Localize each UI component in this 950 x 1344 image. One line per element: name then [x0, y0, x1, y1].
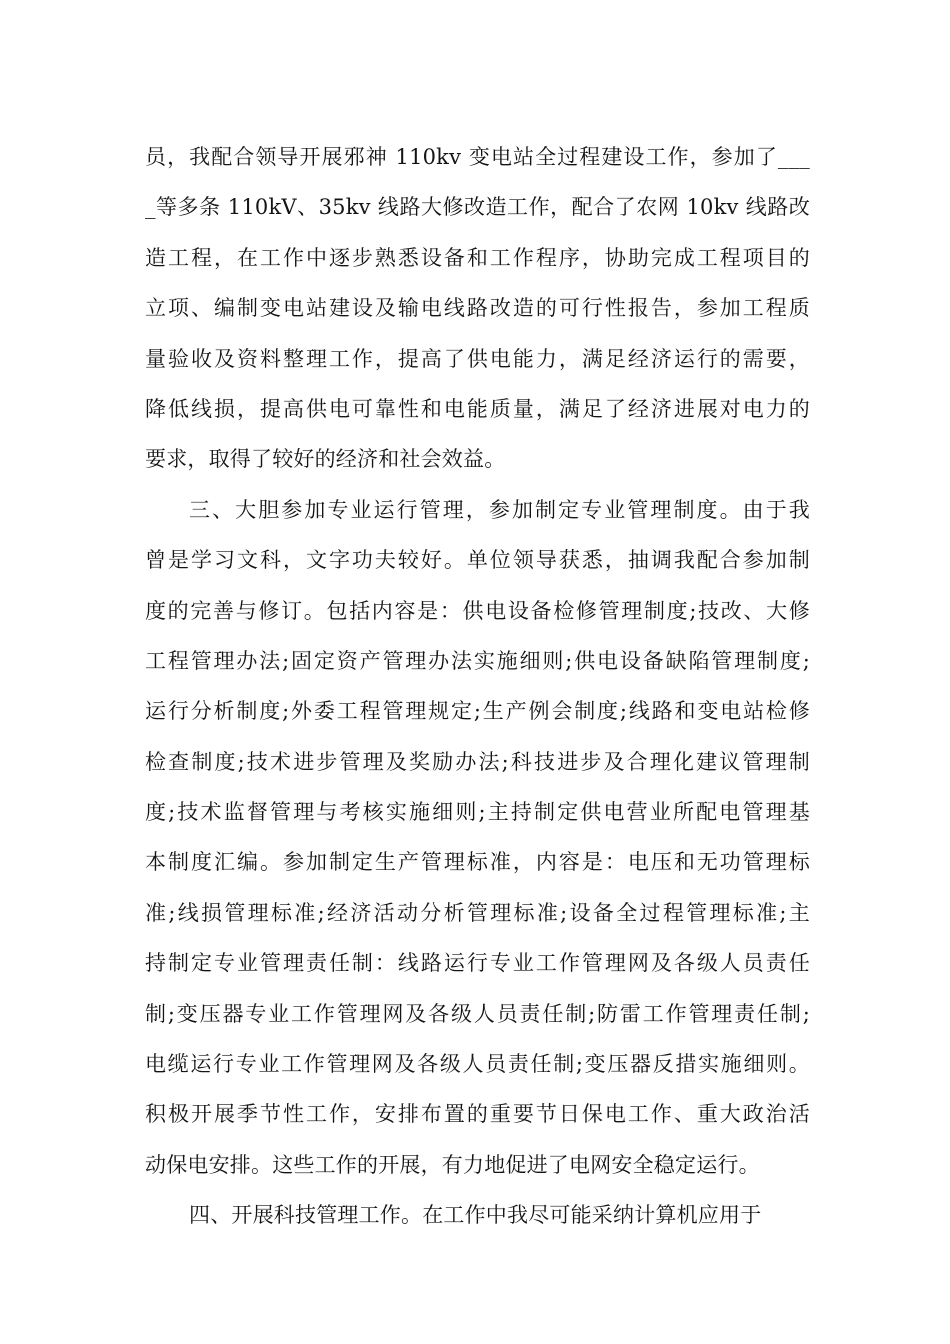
text-line: 降低线损，提高供电可靠性和电能质量，满足了经济进展对电力的 — [145, 396, 810, 421]
text-line: 量验收及资料整理工作，提高了供电能力，满足经济运行的需要， — [145, 346, 810, 371]
text-line: 造工程，在工作中逐步熟悉设备和工作程序，协助完成工程项目的 — [145, 245, 810, 270]
text-line: 准;线损管理标准;经济活动分析管理标准;设备全过程管理标准;主 — [145, 900, 810, 925]
text-line: 曾是学习文科，文字功夫较好。单位领导获悉，抽调我配合参加制 — [145, 548, 810, 573]
text-line: 工程管理办法;固定资产管理办法实施细则;供电设备缺陷管理制度; — [145, 648, 810, 673]
text-line: 员，我配合领导开展邪神 110kv 变电站全过程建设工作，参加了___ — [145, 145, 810, 169]
text-line: 动保电安排。这些工作的开展，有力地促进了电网安全稳定运行。 — [145, 1152, 760, 1177]
text-line: 度的完善与修订。包括内容是：供电设备检修管理制度;技改、大修 — [145, 598, 810, 623]
body-text — [145, 132, 810, 1241]
text-line: 电缆运行专业工作管理网及各级人员责任制;变压器反措实施细则。 — [145, 1052, 810, 1077]
text-line: 持制定专业管理责任制：线路运行专业工作管理网及各级人员责任 — [145, 951, 810, 976]
text-line: 检查制度;技术进步管理及奖励办法;科技进步及合理化建议管理制 — [145, 749, 810, 774]
text-line: 制;变压器专业工作管理网及各级人员责任制;防雷工作管理责任制; — [145, 1001, 810, 1026]
text-line: 运行分析制度;外委工程管理规定;生产例会制度;线路和变电站检修 — [145, 699, 810, 724]
text-line: 本制度汇编。参加制定生产管理标准，内容是：电压和无功管理标 — [145, 850, 810, 875]
text-line: _等多条 110kV、35kv 线路大修改造工作，配合了农网 10kv 线路改 — [145, 195, 810, 220]
text-line: 度;技术监督管理与考核实施细则;主持制定供电营业所配电管理基 — [145, 800, 810, 825]
text-line: 积极开展季节性工作，安排布置的重要节日保电工作、重大政治活 — [145, 1102, 810, 1127]
section-heading-line: 三、大胆参加专业运行管理，参加制定专业管理制度。由于我 — [189, 497, 810, 522]
section-heading-line: 四、开展科技管理工作。在工作中我尽可能采纳计算机应用于 — [189, 1203, 762, 1228]
text-line: 立项、编制变电站建设及输电线路改造的可行性报告，参加工程质 — [145, 296, 810, 321]
text-line: 要求，取得了较好的经济和社会效益。 — [145, 447, 506, 472]
